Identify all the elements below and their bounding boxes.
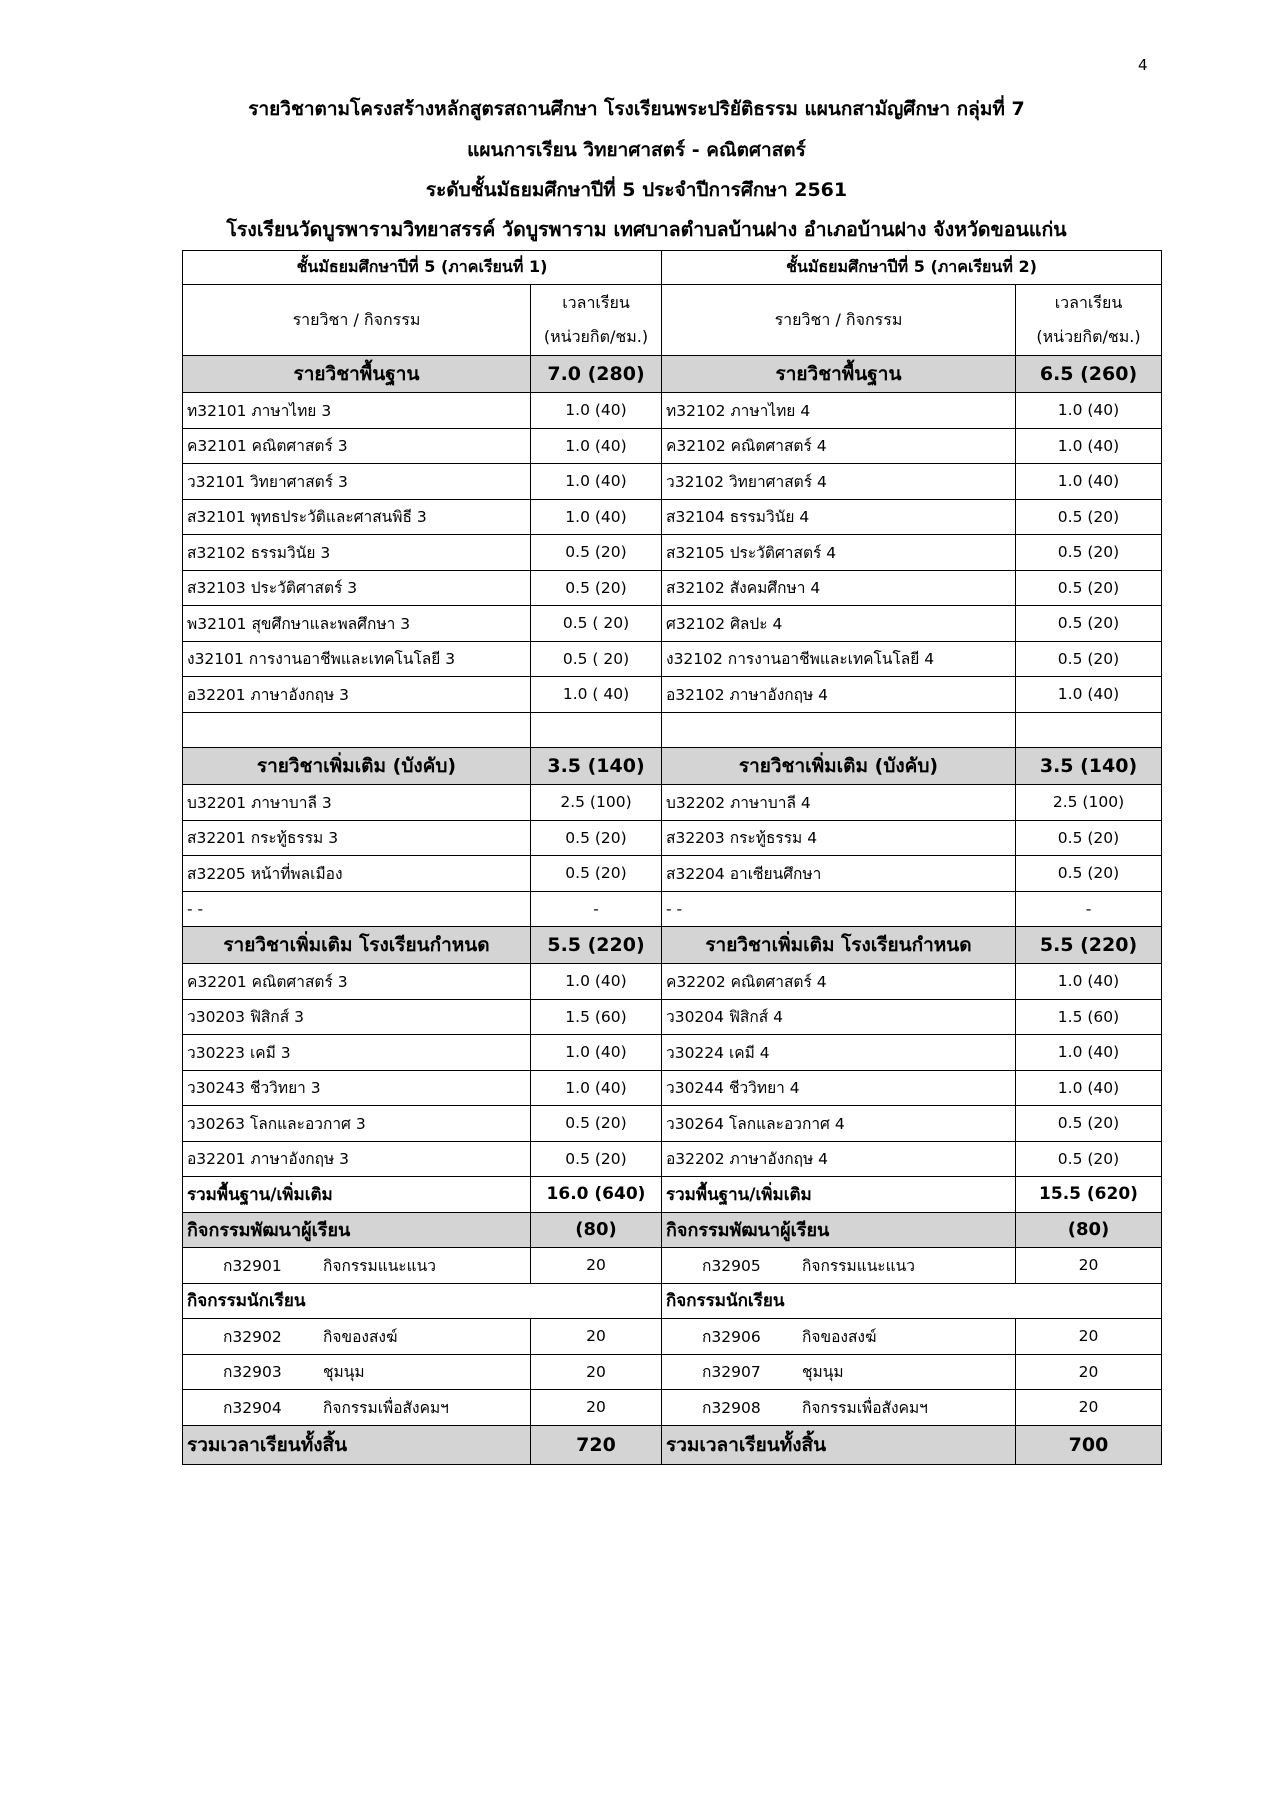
- activity-name: กิจกรรมแนะแนว: [802, 1256, 915, 1275]
- course-credit: 1.0 (40): [1016, 428, 1162, 464]
- semester-header-row: [183, 251, 1162, 285]
- time-header-line2: (หน่วยกิต/ชม.): [1036, 327, 1141, 346]
- course-row: [183, 393, 1162, 429]
- course-name: ส32204 อาเซียนศึกษา: [662, 856, 1016, 892]
- activity-name: ชุมนุม: [802, 1363, 844, 1382]
- course-name: ส32102 สังคมศึกษา 4: [662, 570, 1016, 606]
- page-number: 4: [1138, 56, 1148, 74]
- additional-school-title-1: รายวิชาเพิ่มเติม โรงเรียนกำหนด: [183, 927, 531, 964]
- course-name: ว30204 ฟิสิกส์ 4: [662, 999, 1016, 1035]
- blank-cell: [183, 712, 531, 748]
- guidance-row: [183, 1248, 1162, 1284]
- course-row: [183, 641, 1162, 677]
- activity-item: [183, 1248, 531, 1284]
- course-credit: 0.5 (20): [1016, 641, 1162, 677]
- course-credit: 0.5 (20): [1016, 1141, 1162, 1177]
- activity-hours: 20: [531, 1354, 662, 1390]
- course-name: ส32102 ธรรมวินัย 3: [183, 535, 531, 571]
- activity-item: [183, 1390, 531, 1426]
- student-activities-label-1: กิจกรรมนักเรียน: [183, 1283, 662, 1319]
- time-col-header-1: [531, 285, 662, 356]
- course-credit: 1.0 (40): [1016, 677, 1162, 713]
- activity-code: ก32902: [223, 1327, 282, 1346]
- activity-hours: 20: [531, 1248, 662, 1284]
- course-row: [183, 785, 1162, 821]
- course-row: [183, 856, 1162, 892]
- activity-name: กิจของสงฆ์: [802, 1327, 877, 1346]
- basic-subjects-title-2: รายวิชาพื้นฐาน: [662, 356, 1016, 393]
- additional-required-total-1: 3.5 (140): [531, 748, 662, 785]
- course-credit: -: [1016, 891, 1162, 927]
- course-credit: -: [531, 891, 662, 927]
- blank-cell: [662, 712, 1016, 748]
- grand-total-label-2: รวมเวลาเรียนทั้งสิ้น: [662, 1425, 1016, 1464]
- course-name: ท32102 ภาษาไทย 4: [662, 393, 1016, 429]
- course-credit: 2.5 (100): [531, 785, 662, 821]
- activity-hours: 20: [1016, 1354, 1162, 1390]
- course-credit: 1.0 (40): [531, 964, 662, 1000]
- level-year-title: ระดับชั้นมัธยมศึกษาปีที่ 5 ประจำปีการศึกษา 2561: [425, 179, 848, 201]
- course-credit: 0.5 (20): [531, 856, 662, 892]
- course-name: ศ32102 ศิลปะ 4: [662, 606, 1016, 642]
- activity-code: ก32907: [702, 1363, 761, 1382]
- course-credit: 0.5 (20): [531, 570, 662, 606]
- course-credit: 1.0 (40): [1016, 1035, 1162, 1071]
- course-name: ว30203 ฟิสิกส์ 3: [183, 999, 531, 1035]
- course-name: ค32201 คณิตศาสตร์ 3: [183, 964, 531, 1000]
- course-row: [183, 464, 1162, 500]
- course-name: ส32201 กระทู้ธรรม 3: [183, 820, 531, 856]
- course-row: [183, 428, 1162, 464]
- course-credit: 0.5 (20): [1016, 535, 1162, 571]
- subtotal-label-1: รวมพื้นฐาน/เพิ่มเติม: [183, 1177, 531, 1213]
- activities-hours-2: (80): [1016, 1212, 1162, 1248]
- course-credit: 0.5 (20): [1016, 570, 1162, 606]
- subject-col-header-2: รายวิชา / กิจกรรม: [662, 285, 1016, 356]
- course-row: [183, 606, 1162, 642]
- activities-title-2: กิจกรรมพัฒนาผู้เรียน: [662, 1212, 1016, 1248]
- activity-item: [662, 1390, 1016, 1426]
- activity-name: กิจกรรมเพื่อสังคมฯ: [802, 1398, 928, 1417]
- blank-cell: [1016, 712, 1162, 748]
- course-credit: 0.5 (20): [1016, 606, 1162, 642]
- time-col-header-2: [1016, 285, 1162, 356]
- school-title: โรงเรียนวัดบูรพารามวิทยาสรรค์ วัดบูรพาราม เทศบาลตำบลบ้านฝาง อำเภอบ้านฝาง จังหวัดขอนแก่น: [226, 218, 1067, 241]
- additional-school-title-2: รายวิชาเพิ่มเติม โรงเรียนกำหนด: [662, 927, 1016, 964]
- student-activity-row: [183, 1354, 1162, 1390]
- course-credit: 1.5 (60): [531, 999, 662, 1035]
- course-credit: 0.5 (20): [531, 535, 662, 571]
- subject-col-header-1: รายวิชา / กิจกรรม: [183, 285, 531, 356]
- activity-item: [662, 1354, 1016, 1390]
- semester-1-heading: ชั้นมัธยมศึกษาปีที่ 5 (ภาคเรียนที่ 1): [183, 251, 662, 285]
- blank-row: [183, 712, 1162, 748]
- grand-total-label-1: รวมเวลาเรียนทั้งสิ้น: [183, 1425, 531, 1464]
- course-name: - -: [183, 891, 531, 927]
- course-credit: 1.0 (40): [531, 1035, 662, 1071]
- activity-item: [183, 1319, 531, 1355]
- activity-code: ก32906: [702, 1327, 761, 1346]
- subtotal-value-1: 16.0 (640): [531, 1177, 662, 1213]
- study-plan-title: แผนการเรียน วิทยาศาสตร์ - คณิตศาสตร์: [467, 139, 806, 161]
- activity-code: ก32903: [223, 1363, 282, 1382]
- course-row: [183, 1141, 1162, 1177]
- course-credit: 0.5 (20): [1016, 499, 1162, 535]
- course-row: [183, 535, 1162, 571]
- activity-name: กิจกรรมแนะแนว: [323, 1256, 436, 1275]
- course-name: ง32101 การงานอาชีพและเทคโนโลยี 3: [183, 641, 531, 677]
- course-name: ค32101 คณิตศาสตร์ 3: [183, 428, 531, 464]
- time-header-line1: เวลาเรียน: [562, 293, 630, 312]
- grand-total-row: [183, 1425, 1162, 1464]
- course-row: [183, 1106, 1162, 1142]
- course-name: ว32101 วิทยาศาสตร์ 3: [183, 464, 531, 500]
- student-activity-row: [183, 1390, 1162, 1426]
- activity-name: ชุมนุม: [323, 1363, 365, 1382]
- course-credit: 1.0 (40): [1016, 393, 1162, 429]
- course-credit: 0.5 (20): [531, 1106, 662, 1142]
- student-activities-label-row: [183, 1283, 1162, 1319]
- subtotal-row: [183, 1177, 1162, 1213]
- course-credit: 1.0 ( 40): [531, 677, 662, 713]
- course-credit: 1.5 (60): [1016, 999, 1162, 1035]
- basic-subjects-header-row: [183, 356, 1162, 393]
- grand-total-value-2: 700: [1016, 1425, 1162, 1464]
- activity-item: [662, 1248, 1016, 1284]
- course-credit: 1.0 (40): [1016, 964, 1162, 1000]
- activity-code: ก32905: [702, 1256, 761, 1275]
- activity-hours: 20: [531, 1390, 662, 1426]
- course-name: ว30243 ชีววิทยา 3: [183, 1070, 531, 1106]
- course-name: ส32105 ประวัติศาสตร์ 4: [662, 535, 1016, 571]
- column-header-row: [183, 285, 1162, 356]
- semester-2-heading: ชั้นมัธยมศึกษาปีที่ 5 (ภาคเรียนที่ 2): [662, 251, 1162, 285]
- subtotal-label-2: รวมพื้นฐาน/เพิ่มเติม: [662, 1177, 1016, 1213]
- course-credit: 0.5 (20): [531, 820, 662, 856]
- course-credit: 1.0 (40): [531, 464, 662, 500]
- course-name: ส32101 พุทธประวัติและศาสนพิธี 3: [183, 499, 531, 535]
- course-name: ว30244 ชีววิทยา 4: [662, 1070, 1016, 1106]
- course-row: [183, 964, 1162, 1000]
- activity-hours: 20: [1016, 1390, 1162, 1426]
- course-name: ง32102 การงานอาชีพและเทคโนโลยี 4: [662, 641, 1016, 677]
- activity-item: [662, 1319, 1016, 1355]
- course-name: ส32205 หน้าที่พลเมือง: [183, 856, 531, 892]
- activity-code: ก32908: [702, 1398, 761, 1417]
- course-name: ว30263 โลกและอวกาศ 3: [183, 1106, 531, 1142]
- additional-school-header-row: [183, 927, 1162, 964]
- course-name: อ32201 ภาษาอังกฤษ 3: [183, 1141, 531, 1177]
- course-credit: 1.0 (40): [531, 499, 662, 535]
- additional-school-total-1: 5.5 (220): [531, 927, 662, 964]
- basic-subjects-title-1: รายวิชาพื้นฐาน: [183, 356, 531, 393]
- additional-required-total-2: 3.5 (140): [1016, 748, 1162, 785]
- course-row: [183, 1035, 1162, 1071]
- activity-hours: 20: [1016, 1248, 1162, 1284]
- course-name: บ32202 ภาษาบาลี 4: [662, 785, 1016, 821]
- course-credit: 0.5 (20): [531, 1141, 662, 1177]
- blank-cell: [531, 712, 662, 748]
- course-name: ท32101 ภาษาไทย 3: [183, 393, 531, 429]
- activity-name: กิจกรรมเพื่อสังคมฯ: [323, 1398, 449, 1417]
- basic-subjects-total-2: 6.5 (260): [1016, 356, 1162, 393]
- time-header-line1: เวลาเรียน: [1054, 293, 1123, 312]
- course-row: [183, 820, 1162, 856]
- additional-required-header-row: [183, 748, 1162, 785]
- student-activity-row: [183, 1319, 1162, 1355]
- student-activities-label-2: กิจกรรมนักเรียน: [662, 1283, 1162, 1319]
- course-name: ส32203 กระทู้ธรรม 4: [662, 820, 1016, 856]
- course-name: บ32201 ภาษาบาลี 3: [183, 785, 531, 821]
- course-name: พ32101 สุขศึกษาและพลศึกษา 3: [183, 606, 531, 642]
- activity-code: ก32904: [223, 1398, 282, 1417]
- course-name: ค32102 คณิตศาสตร์ 4: [662, 428, 1016, 464]
- course-credit: 1.0 (40): [531, 1070, 662, 1106]
- subtotal-value-2: 15.5 (620): [1016, 1177, 1162, 1213]
- course-credit: 1.0 (40): [531, 428, 662, 464]
- course-credit: 1.0 (40): [1016, 464, 1162, 500]
- course-name: ว30223 เคมี 3: [183, 1035, 531, 1071]
- time-header-line2: (หน่วยกิต/ชม.): [543, 327, 649, 346]
- course-name: อ32201 ภาษาอังกฤษ 3: [183, 677, 531, 713]
- course-credit: 2.5 (100): [1016, 785, 1162, 821]
- activity-hours: 20: [1016, 1319, 1162, 1355]
- course-name: อ32202 ภาษาอังกฤษ 4: [662, 1141, 1016, 1177]
- activity-name: กิจของสงฆ์: [323, 1327, 398, 1346]
- additional-required-title-1: รายวิชาเพิ่มเติม (บังคับ): [183, 748, 531, 785]
- activity-hours: 20: [531, 1319, 662, 1355]
- course-name: ว30224 เคมี 4: [662, 1035, 1016, 1071]
- course-name: ส32104 ธรรมวินัย 4: [662, 499, 1016, 535]
- course-name: อ32102 ภาษาอังกฤษ 4: [662, 677, 1016, 713]
- course-credit: 0.5 (20): [1016, 1106, 1162, 1142]
- activities-title-1: กิจกรรมพัฒนาผู้เรียน: [183, 1212, 531, 1248]
- course-row: [183, 1070, 1162, 1106]
- course-credit: 0.5 ( 20): [531, 641, 662, 677]
- activity-code: ก32901: [223, 1256, 282, 1275]
- curriculum-table: [182, 250, 1162, 1465]
- activity-item: [183, 1354, 531, 1390]
- course-credit: 0.5 (20): [1016, 856, 1162, 892]
- course-row: [183, 570, 1162, 606]
- basic-subjects-total-1: 7.0 (280): [531, 356, 662, 393]
- doc-title: รายวิชาตามโครงสร้างหลักสูตรสถานศึกษา โรงเรียนพระปริยัติธรรม แผนกสามัญศึกษา กลุ่มที่ 7: [248, 98, 1025, 120]
- course-name: ว30264 โลกและอวกาศ 4: [662, 1106, 1016, 1142]
- additional-required-title-2: รายวิชาเพิ่มเติม (บังคับ): [662, 748, 1016, 785]
- additional-school-total-2: 5.5 (220): [1016, 927, 1162, 964]
- course-row: [183, 891, 1162, 927]
- course-credit: 0.5 (20): [1016, 820, 1162, 856]
- course-row: [183, 499, 1162, 535]
- course-row: [183, 999, 1162, 1035]
- course-row: [183, 677, 1162, 713]
- activities-hours-1: (80): [531, 1212, 662, 1248]
- course-name: ค32202 คณิตศาสตร์ 4: [662, 964, 1016, 1000]
- course-credit: 0.5 ( 20): [531, 606, 662, 642]
- grand-total-value-1: 720: [531, 1425, 662, 1464]
- course-credit: 1.0 (40): [531, 393, 662, 429]
- activities-header-row: [183, 1212, 1162, 1248]
- course-name: - -: [662, 891, 1016, 927]
- course-credit: 1.0 (40): [1016, 1070, 1162, 1106]
- course-name: ว32102 วิทยาศาสตร์ 4: [662, 464, 1016, 500]
- course-name: ส32103 ประวัติศาสตร์ 3: [183, 570, 531, 606]
